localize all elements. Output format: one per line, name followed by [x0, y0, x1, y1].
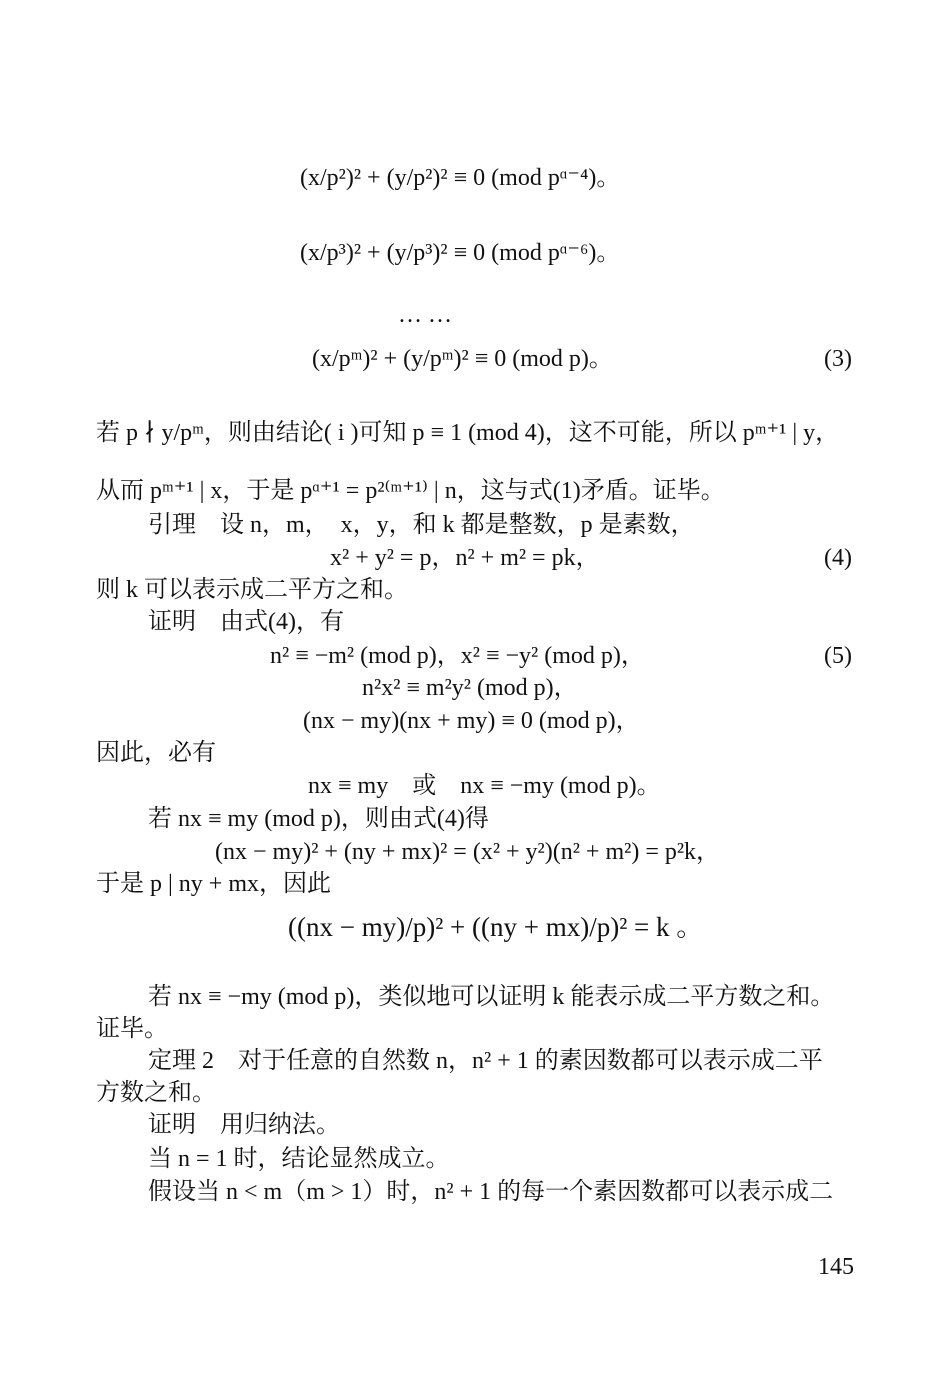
equation-number: (5) [824, 643, 852, 669]
proof-end: 证毕。 [96, 1016, 168, 1042]
equation-number: (4) [824, 545, 852, 571]
equation-line: nx ≡ my 或 nx ≡ −my (mod p)。 [308, 773, 661, 799]
equation-line: (x/p²)² + (y/p²)² ≡ 0 (mod pᵅ⁻⁴)。 [300, 165, 621, 191]
paragraph-line: 从而 pᵐ⁺¹ | x，于是 pᵅ⁺¹ = p²⁽ᵐ⁺¹⁾ | n，这与式(1)矛盾。证毕。 [96, 478, 725, 504]
paragraph-line: 若 p ∤ y/pᵐ，则由结论( i )可知 p ≡ 1 (mod 4)，这不可能，所以 pᵐ⁺¹ | y， [96, 420, 840, 446]
paragraph-line: 因此，必有 [96, 740, 216, 766]
paragraph-line: 若 nx ≡ my (mod p)，则由式(4)得 [148, 806, 489, 832]
paragraph-line: 于是 p | ny + mx，因此 [96, 871, 332, 897]
equation-line: (nx − my)² + (ny + mx)² = (x² + y²)(n² + m²) = p²k， [215, 839, 721, 865]
equation-line: (x/p³)² + (y/p³)² ≡ 0 (mod pᵅ⁻⁶)。 [300, 240, 621, 266]
paragraph-line: 假设当 n < m（m > 1）时，n² + 1 的每一个素因数都可以表示成二 [148, 1179, 834, 1205]
equation-line: n²x² ≡ m²y² (mod p)， [362, 675, 578, 701]
proof-heading: 证明 用归纳法。 [148, 1112, 340, 1138]
paragraph-line: 若 nx ≡ −my (mod p)，类似地可以证明 k 能表示成二平方数之和。 [148, 984, 835, 1010]
equation-line: ((nx − my)/p)² + ((ny + mx)/p)² = k 。 [288, 912, 704, 942]
equation-line: n² ≡ −m² (mod p)，x² ≡ −y² (mod p)， [270, 643, 645, 669]
equation-ellipsis: … … [398, 302, 452, 328]
paragraph-line: 方数之和。 [96, 1080, 216, 1106]
equation-number: (3) [824, 346, 852, 372]
equation-line: (nx − my)(nx + my) ≡ 0 (mod p)， [303, 708, 640, 734]
proof-heading: 证明 由式(4)，有 [148, 609, 344, 635]
page-number: 145 [818, 1254, 854, 1280]
lemma-statement: 引理 设 n，m， x，y，和 k 都是整数，p 是素数， [148, 512, 695, 538]
equation-line: x² + y² = p，n² + m² = pk， [330, 545, 600, 571]
equation-line: (x/pᵐ)² + (y/pᵐ)² ≡ 0 (mod p)。 [312, 346, 613, 372]
paragraph-line: 当 n = 1 时，结论显然成立。 [148, 1146, 450, 1172]
paragraph-line: 则 k 可以表示成二平方之和。 [96, 577, 408, 603]
theorem-statement: 定理 2 对于任意的自然数 n，n² + 1 的素因数都可以表示成二平 [148, 1048, 823, 1074]
